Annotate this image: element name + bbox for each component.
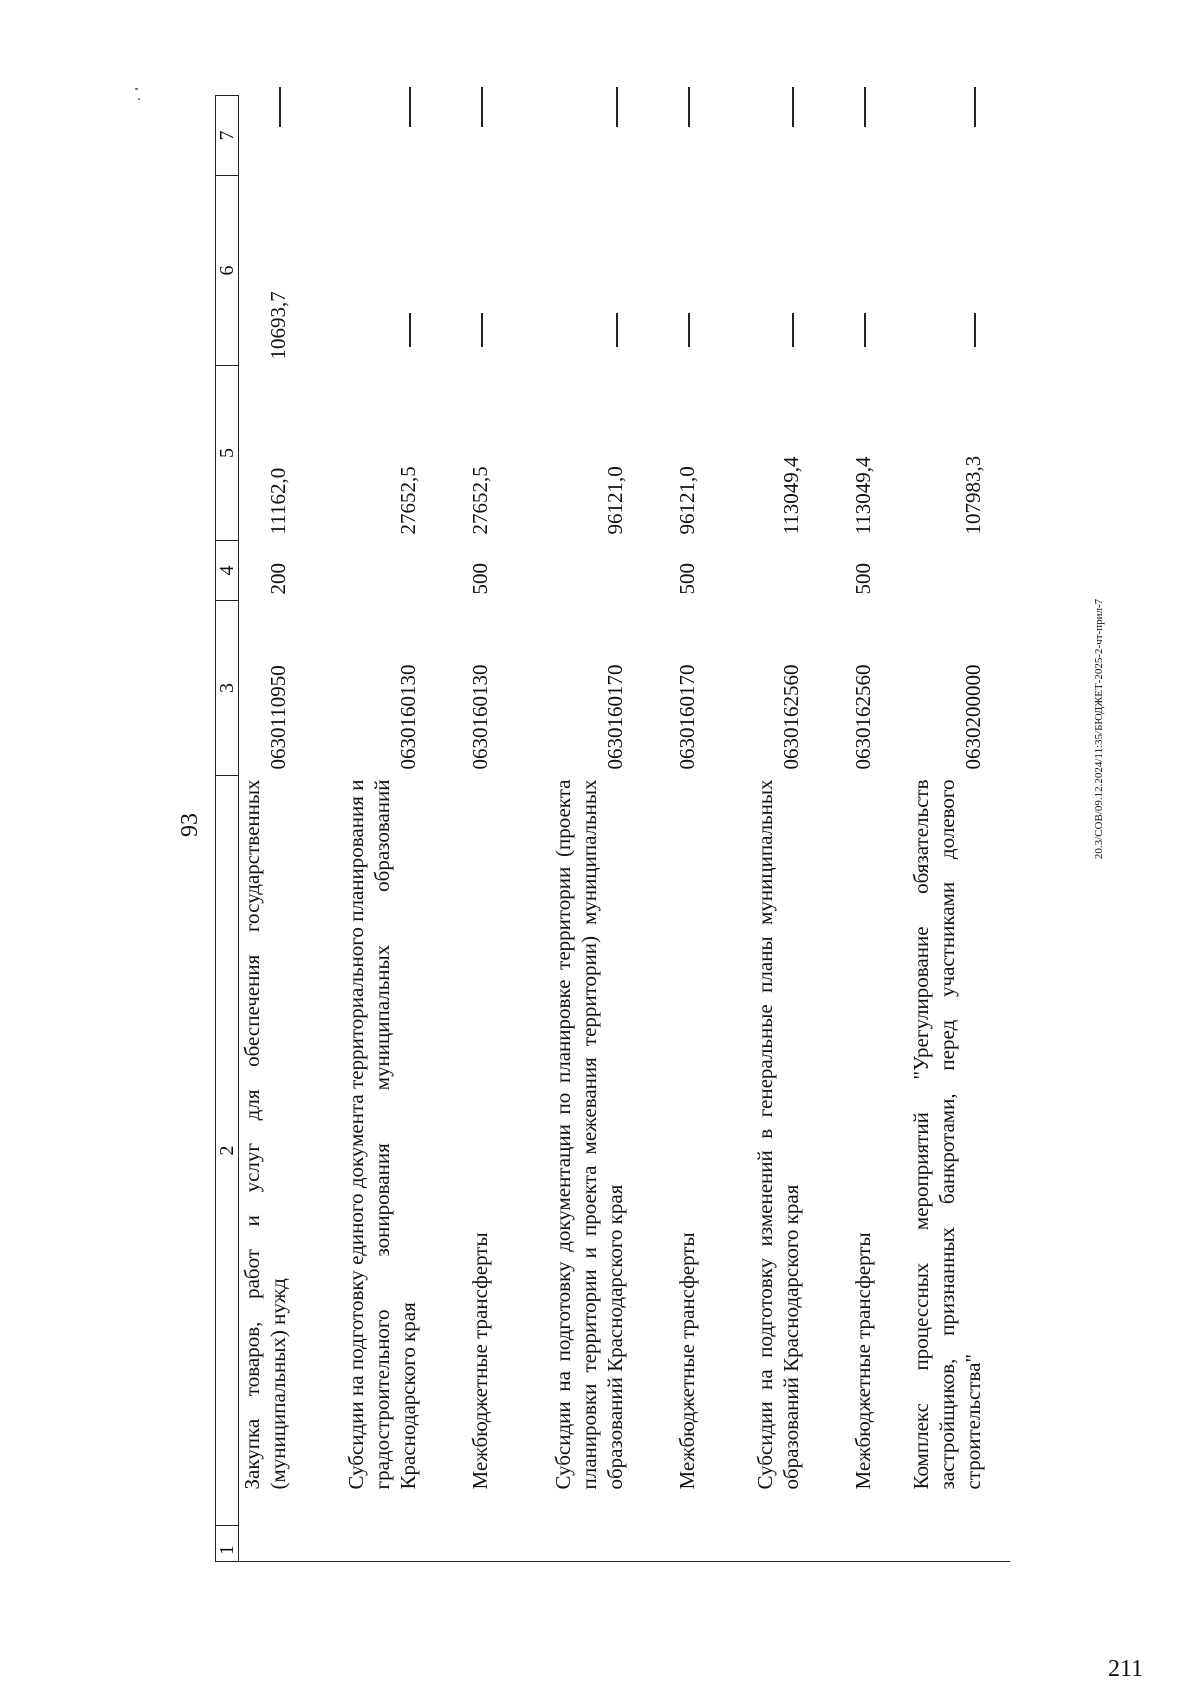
- dash-mark: [864, 88, 866, 128]
- page-header-number: 93: [177, 813, 203, 837]
- row-name-cell: Межбюджетные трансферты: [675, 1232, 699, 1490]
- row-code-cell: 0630160170: [603, 664, 627, 770]
- dash-mark: [616, 88, 618, 128]
- row-name-cell: Закупка товаров, работ и услуг для обеспечения государственных (муниципальных) нужд: [240, 779, 290, 1490]
- row-value5-cell: 107983,3: [961, 455, 985, 535]
- col-header-3: 3: [216, 601, 239, 776]
- row-code-cell: 0630160130: [396, 664, 420, 770]
- budget-table: [215, 95, 1010, 1562]
- dash-mark: [974, 88, 976, 128]
- col-header-6: 6: [216, 176, 239, 366]
- row-name-cell: Комплекс процессных мероприятий "Урегулирование обязательств застройщиков, признанных банкротами, перед участниками долевого строительства": [909, 779, 985, 1490]
- row-value6-cell: [724, 176, 828, 366]
- row-value7-cell: [652, 96, 724, 176]
- row-value6-cell: [652, 176, 724, 366]
- row-type-cell: [900, 541, 1010, 601]
- row-code-cell: 0630200000: [961, 664, 985, 770]
- row-value6-cell: [517, 176, 652, 366]
- dash-mark: [688, 88, 690, 128]
- row-type-cell: 500: [851, 563, 875, 595]
- row-name-cell: Субсидии на подготовку документации по планировке территории (проекта планировки территории и проекта межевания территории) муниципальных образований Краснодарского края: [551, 779, 627, 1490]
- row-col1-cell: [239, 1526, 316, 1562]
- row-col1-cell: [445, 1526, 517, 1562]
- dash-mark: [792, 88, 794, 128]
- table-row: [315, 96, 445, 1562]
- row-value6-cell: [315, 176, 445, 366]
- row-value7-cell: [724, 96, 828, 176]
- row-name-cell: Субсидии на подготовку единого документа территориального планирования и градостроительного зонирования муниципальных образований Краснодарского края: [344, 779, 420, 1490]
- row-type-cell: 500: [675, 563, 699, 595]
- dash-mark: [864, 314, 866, 348]
- col-header-7: 7: [216, 96, 239, 176]
- table-row: [724, 96, 828, 1562]
- dash-mark: [481, 314, 483, 348]
- row-value7-cell: [517, 96, 652, 176]
- col-header-2: 2: [216, 776, 239, 1526]
- row-value6-cell: [445, 176, 517, 366]
- dash-mark: [409, 88, 411, 128]
- row-value6-cell: [828, 176, 900, 366]
- row-code-cell: 0630160170: [675, 664, 699, 770]
- table-row: [239, 96, 316, 1562]
- row-name-cell: Субсидии на подготовку изменений в генеральные планы муниципальных образований Краснодарского края: [753, 779, 803, 1490]
- col-header-4: 4: [216, 541, 239, 601]
- dash-mark: [974, 314, 976, 348]
- row-value5-cell: 113049,4: [851, 456, 875, 535]
- row-code-cell: 0630162560: [851, 664, 875, 770]
- table-row: [828, 96, 900, 1562]
- row-value5-cell: 27652,5: [396, 466, 420, 535]
- row-col1-cell: [828, 1526, 900, 1562]
- row-col1-cell: [517, 1526, 652, 1562]
- row-col1-cell: [652, 1526, 724, 1562]
- row-value7-cell: [900, 96, 1010, 176]
- dash-mark: [409, 314, 411, 348]
- row-value5-cell: 27652,5: [468, 466, 492, 535]
- row-value5-cell: 113049,4: [779, 456, 803, 535]
- rotated-page: [175, 55, 1015, 1595]
- row-value6-cell: [900, 176, 1010, 366]
- row-col1-cell: [315, 1526, 445, 1562]
- row-type-cell: [315, 541, 445, 601]
- row-type-cell: 500: [468, 563, 492, 595]
- col-header-5: 5: [216, 366, 239, 541]
- row-value5-cell: 96121,0: [603, 466, 627, 535]
- col-header-1: 1: [216, 1526, 239, 1562]
- row-name-cell: Межбюджетные трансферты: [851, 1232, 875, 1490]
- table-row: [652, 96, 724, 1562]
- table-body: [239, 96, 1011, 1562]
- row-value7-cell: [445, 96, 517, 176]
- page-number: 211: [1108, 1656, 1144, 1682]
- row-value5-cell: 96121,0: [675, 466, 699, 535]
- rotated-content: [175, 55, 1015, 1595]
- row-code-cell: 0630110950: [266, 665, 290, 770]
- header-row: [216, 96, 239, 1562]
- row-value5-cell: 11162,0: [266, 467, 290, 535]
- table-row: [445, 96, 517, 1562]
- row-code-cell: 0630160130: [468, 664, 492, 770]
- row-value7-cell: [828, 96, 900, 176]
- row-col1-cell: [724, 1526, 828, 1562]
- document-code: 20.3/СОВ/09.12.2024/11:35/БЮДЖЕТ-2025-2-чт-прил-7: [1093, 598, 1105, 860]
- row-type-cell: 200: [266, 563, 290, 595]
- table-row: [900, 96, 1010, 1562]
- dash-mark: [481, 88, 483, 128]
- dash-mark: [616, 314, 618, 348]
- row-value7-cell: [239, 96, 316, 176]
- row-code-cell: 0630162560: [779, 664, 803, 770]
- row-value6-cell: 10693,7: [266, 291, 290, 360]
- row-type-cell: [724, 541, 828, 601]
- row-value7-cell: [315, 96, 445, 176]
- dash-mark: [688, 314, 690, 348]
- dash-mark: [279, 88, 281, 128]
- row-col1-cell: [900, 1526, 1010, 1562]
- row-type-cell: [517, 541, 652, 601]
- row-name-cell: Межбюджетные трансферты: [468, 1232, 492, 1490]
- dash-mark: [792, 314, 794, 348]
- table-row: [517, 96, 652, 1562]
